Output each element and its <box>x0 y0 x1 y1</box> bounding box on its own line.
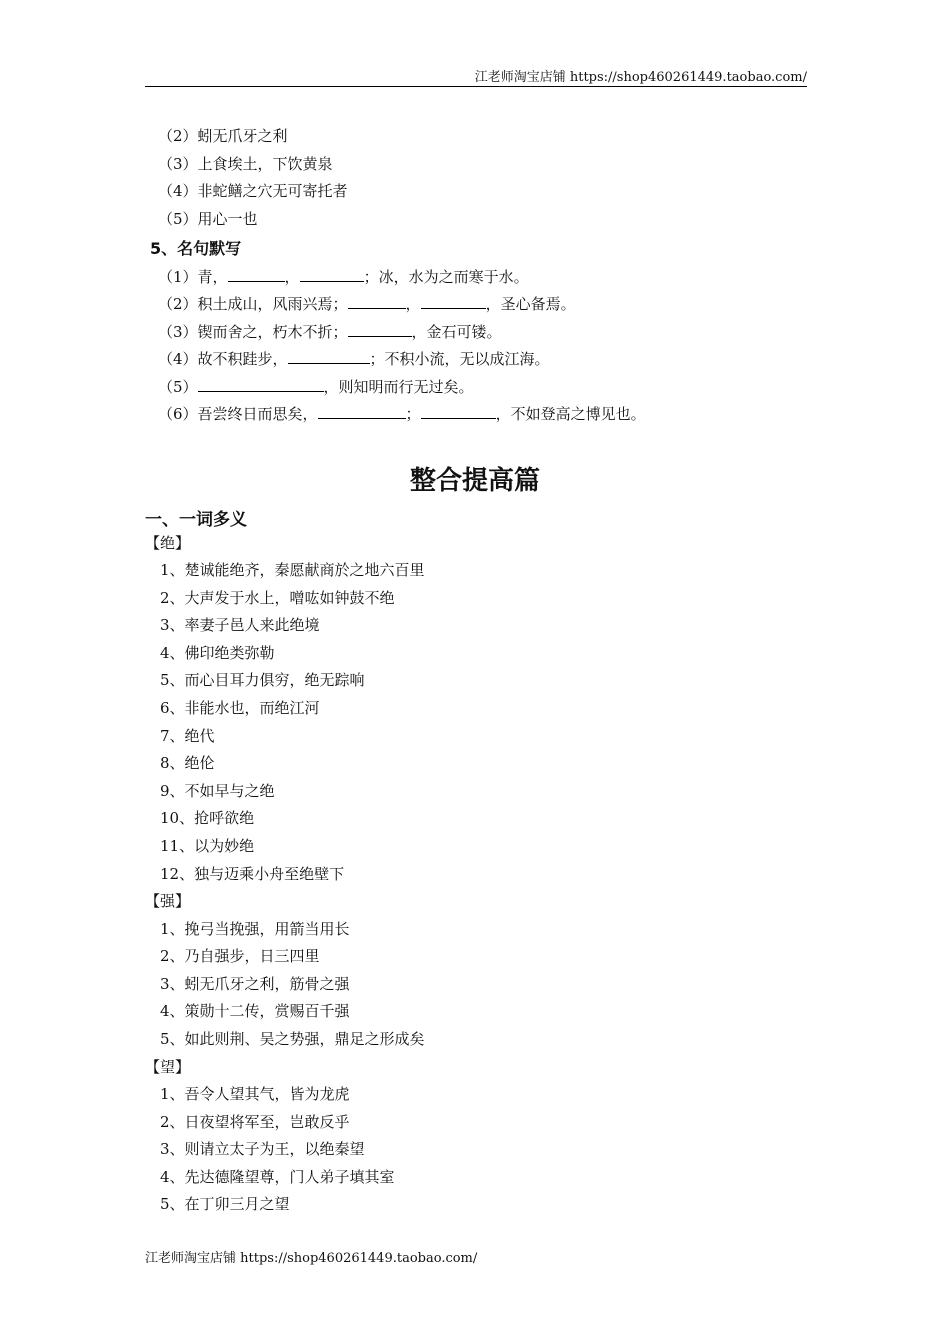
fill-blank-item <box>158 402 646 424</box>
list-item: 3、则请立太子为王，以绝秦望 <box>160 1140 365 1158</box>
item-text: ；不积小流，无以成江海。 <box>369 350 550 368</box>
section-heading: 一、一词多义 <box>145 510 247 530</box>
list-item: 9、不如早与之绝 <box>160 782 275 800</box>
page-header: 江老师淘宝店铺 https://shop460261449.taobao.com/ <box>474 70 807 85</box>
item-text: （2）积土成山，风雨兴焉； <box>158 295 348 313</box>
answer-blank[interactable] <box>348 320 412 337</box>
group-label: 【绝】 <box>145 534 191 552</box>
list-item: 3、蚓无爪牙之利，筋骨之强 <box>160 975 350 993</box>
page-title: 整合提高篇 <box>409 466 540 496</box>
answer-blank[interactable] <box>348 292 406 309</box>
list-item: 3、率妻子邑人来此绝境 <box>160 616 320 634</box>
fill-blank-item <box>158 265 529 287</box>
answer-blank[interactable] <box>300 265 364 282</box>
list-item: 10、抢呼欲绝 <box>160 809 255 827</box>
list-item: 1、吾令人望其气，皆为龙虎 <box>160 1085 350 1103</box>
group-label: 【望】 <box>145 1058 191 1076</box>
list-item: 8、绝伦 <box>160 754 215 772</box>
list-item: 6、非能水也，而绝江河 <box>160 699 320 717</box>
list-item: 1、挽弓当挽强，用箭当用长 <box>160 920 350 938</box>
answer-blank[interactable] <box>288 347 370 364</box>
group-label: 【强】 <box>145 892 191 910</box>
answer-blank[interactable] <box>421 292 486 309</box>
item-text: （3）锲而舍之，朽木不折； <box>158 323 348 341</box>
answer-blank[interactable] <box>228 265 285 282</box>
item-text: （6）吾尝终日而思矣， <box>158 405 318 423</box>
list-item: （5）用心一也 <box>158 210 258 228</box>
item-text: （4）故不积跬步， <box>158 350 288 368</box>
section-heading: 5、名句默写 <box>150 239 242 258</box>
list-item: 4、佛印绝类弥勒 <box>160 644 275 662</box>
list-item: （4）非蛇鳝之穴无可寄托者 <box>158 182 348 200</box>
item-text: （1）青， <box>158 268 228 286</box>
list-item: 1、楚诚能绝齐，秦愿献商於之地六百里 <box>160 561 425 579</box>
list-item: 2、大声发于水上，噌吰如钟鼓不绝 <box>160 589 395 607</box>
list-item: （2）蚓无爪牙之利 <box>158 127 288 145</box>
list-item: 5、如此则荆、吴之势强，鼎足之形成矣 <box>160 1030 425 1048</box>
item-text: ；冰，水为之而寒于水。 <box>363 268 529 286</box>
item-text: ， <box>284 268 300 286</box>
fill-blank-item <box>158 347 550 369</box>
list-item: （3）上食埃土，下饮黄泉 <box>158 155 333 173</box>
list-item: 2、日夜望将军至，岂敢反乎 <box>160 1113 350 1131</box>
item-text: ，则知明而行无过矣。 <box>323 378 474 396</box>
list-item: 4、先达德隆望尊，门人弟子填其室 <box>160 1168 395 1186</box>
item-text: ； <box>405 405 421 423</box>
answer-blank[interactable] <box>198 375 324 392</box>
answer-blank[interactable] <box>318 402 406 419</box>
list-item: 2、乃自强步，日三四里 <box>160 947 320 965</box>
item-text: ，圣心备焉。 <box>485 295 576 313</box>
page-footer: 江老师淘宝店铺 https://shop460261449.taobao.com/ <box>145 1251 478 1266</box>
fill-blank-item <box>158 375 474 397</box>
header-divider <box>145 86 807 87</box>
list-item: 5、而心目耳力俱穷，绝无踪响 <box>160 671 365 689</box>
item-text: ， <box>405 295 421 313</box>
list-item: 11、以为妙绝 <box>160 837 255 855</box>
answer-blank[interactable] <box>421 402 496 419</box>
item-text: ，不如登高之博见也。 <box>495 405 646 423</box>
item-text: ，金石可镂。 <box>411 323 502 341</box>
fill-blank-item <box>158 320 502 342</box>
list-item: 4、策勋十二传，赏赐百千强 <box>160 1002 350 1020</box>
list-item: 5、在丁卯三月之望 <box>160 1195 290 1213</box>
item-text: （5） <box>158 378 198 396</box>
list-item: 7、绝代 <box>160 727 215 745</box>
list-item: 12、独与迈乘小舟至绝壁下 <box>160 865 345 883</box>
fill-blank-item <box>158 292 576 314</box>
